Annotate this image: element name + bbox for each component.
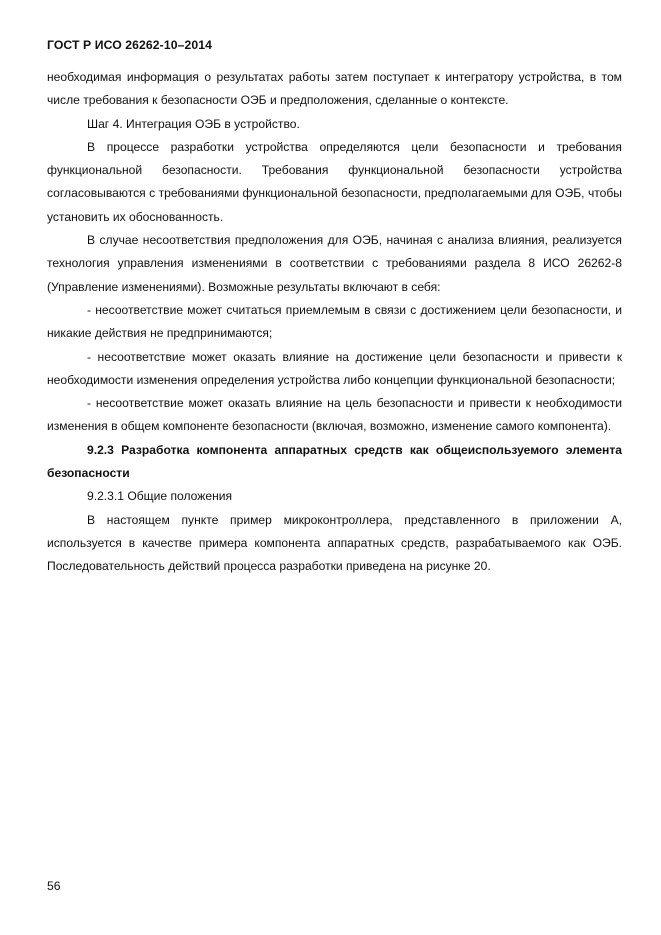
paragraph-microcontroller-example: В настоящем пункте пример микроконтроллера, представленного в приложении А, используется в качестве примера компонента аппаратных средств, разрабатываемого как ОЭБ. Последовательность действий процесса разработки приведена на рисунке 20. — [47, 512, 622, 574]
page-number: 56 — [47, 879, 61, 893]
paragraph-mismatch: В случае несоответствия предположения для ОЭБ, начиная с анализа влияния, реализуется технология управления изменениями в соответствии с требованиями раздела 8 ИСО 26262-8 (Управление изменениями). Возможные результаты включают в себя: — [47, 233, 622, 294]
section-heading-9-2-3: 9.2.3 Разработка компонента аппаратных средств как общеиспользуемого элемента безопасности — [47, 442, 622, 481]
paragraph-step-4: Шаг 4. Интеграция ОЭБ в устройство. — [87, 116, 300, 131]
list-item: - несоответствие может оказать влияние на достижение цели безопасности и привести к необходимости изменения определения устройства либо концепции функциональной безопасности; — [47, 349, 622, 387]
subsection-heading-9-2-3-1: 9.2.3.1 Общие положения — [87, 489, 233, 504]
paragraph-continuation: необходимая информация о результатах работы затем поступает к интегратору устройства, в том числе требования к безопасности ОЭБ и предположения, сделанные о контексте. — [47, 70, 622, 108]
paragraph-development-goals: В процессе разработки устройства определяются цели безопасности и требования функциональной безопасности. Требования функциональной безопасности устройства согласовываются с требованиями функциональной безопасности, предполагаемыми для ОЭБ, чтобы установить их обоснованность. — [47, 139, 622, 224]
document-header: ГОСТ Р ИСО 26262-10–2014 — [47, 38, 212, 52]
list-item: - несоответствие может считаться приемлемым в связи с достижением цели безопасности, и никакие действия не предпринимаются; — [47, 302, 622, 341]
list-item: - несоответствие может оказать влияние на цель безопасности и привести к необходимости изменения в общем компоненте безопасности (включая, возможно, изменение самого компонента). — [47, 396, 622, 434]
document-body — [47, 66, 622, 579]
